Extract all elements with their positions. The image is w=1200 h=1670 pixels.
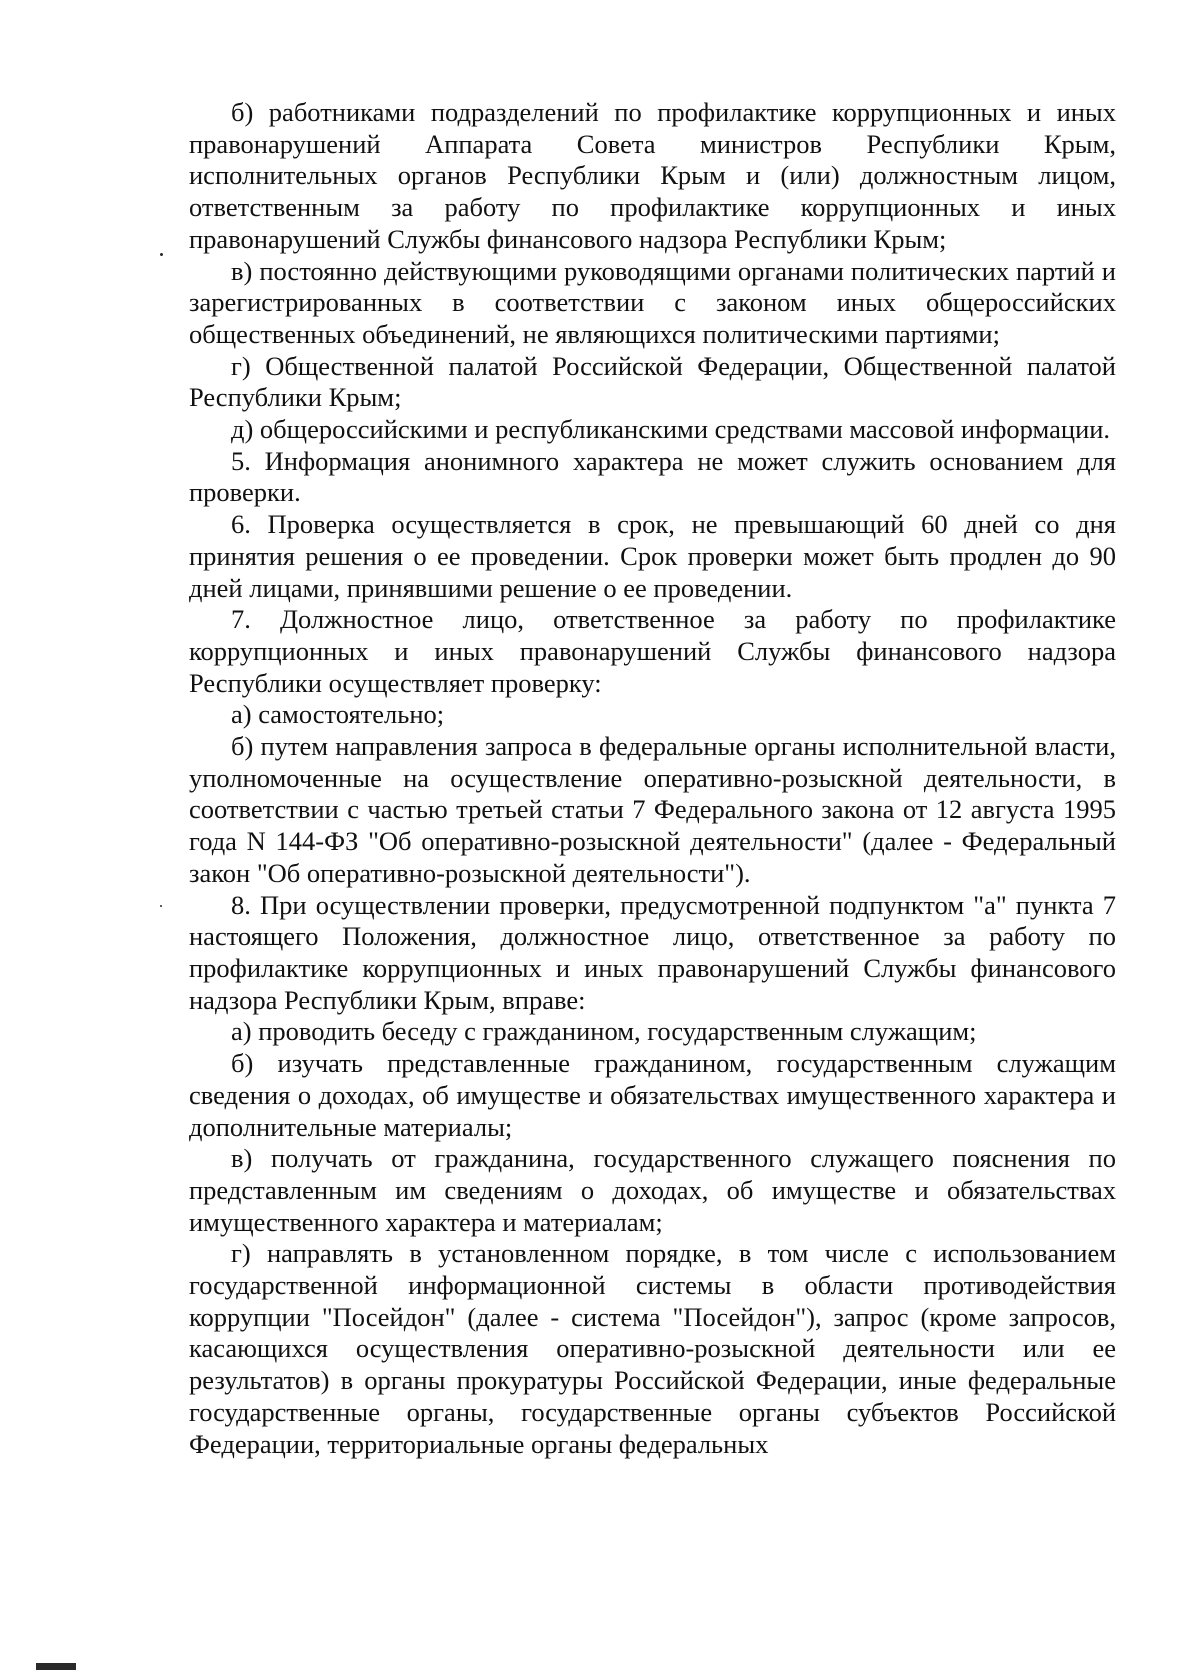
scan-speck <box>160 905 162 907</box>
paragraph-8g-requests: г) направлять в установленном порядке, в том числе с использованием государственной информационной системы в области противодействия коррупции "Посейдон" (далее - система "Посейдон"), запрос (кроме запросов, касающихся осуществления оперативно-розыскной деятельности или ее результатов) в органы прокуратуры Российской Федерации, иные федеральные государственные органы, государственные органы субъектов Российской Федерации, территориальные органы федеральных <box>189 1238 1116 1459</box>
paragraph-8-rights: 8. При осуществлении проверки, предусмотренной подпунктом "а" пункта 7 настоящего Положения, должностное лицо, ответственное за работу по профилактике коррупционных и иных правонарушений Службы финансового надзора Республики Крым, вправе: <box>189 889 1116 1015</box>
paragraph-6-term: 6. Проверка осуществляется в срок, не превышающий 60 дней со дня принятия решения о ее проведении. Срок проверки может быть продлен до 90 дней лицами, принявшими решение о ее проведении. <box>189 509 1116 603</box>
paragraph-d-media: д) общероссийскими и республиканскими средствами массовой информации. <box>231 414 1111 445</box>
scan-edge-mark <box>36 1663 76 1670</box>
paragraph-8a-interview: а) проводить беседу с гражданином, государственным служащим; <box>231 1016 977 1047</box>
paragraph-7a-independently: а) самостоятельно; <box>231 699 445 730</box>
paragraph-7-official: 7. Должностное лицо, ответственное за работу по профилактике коррупционных и иных правонарушений Службы финансового надзора Республики осуществляет проверку: <box>189 604 1116 698</box>
paragraph-8b-study: б) изучать представленные гражданином, государственным служащим сведения о доходах, об имуществе и обязательствах имущественного характера и дополнительные материалы; <box>189 1048 1116 1142</box>
paragraph-7b-request: б) путем направления запроса в федеральные органы исполнительной власти, уполномоченные на осуществление оперативно-розыскной деятельности, в соответствии с частью третьей статьи 7 Федерального закона от 12 августа 1995 года N 144-ФЗ "Об оперативно-розыскной деятельности" (далее - Федеральный закон "Об оперативно-розыскной деятельности"). <box>189 731 1116 888</box>
document-body <box>189 97 1116 1460</box>
scan-speck <box>160 253 163 256</box>
paragraph-g-public-chamber: г) Общественной палатой Российской Федерации, Общественной палатой Республики Крым; <box>189 350 1116 413</box>
paragraph-5-anonymous: 5. Информация анонимного характера не может служить основанием для проверки. <box>189 445 1116 508</box>
paragraph-b-workers: б) работниками подразделений по профилактике коррупционных и иных правонарушений Аппарата Совета министров Республики Крым, исполнительных органов Республики Крым и (или) должностным лицом, ответственным за работу по профилактике коррупционных и иных правонарушений Службы финансового надзора Республики Крым; <box>189 97 1116 254</box>
paragraph-8v-explanations: в) получать от гражданина, государственного служащего пояснения по представленным им сведениям о доходах, об имуществе и обязательствах имущественного характера и материалам; <box>189 1143 1116 1237</box>
paragraph-v-parties: в) постоянно действующими руководящими органами политических партий и зарегистрированных в соответствии с законом иных общероссийских общественных объединений, не являющихся политическими партиями; <box>189 255 1116 349</box>
